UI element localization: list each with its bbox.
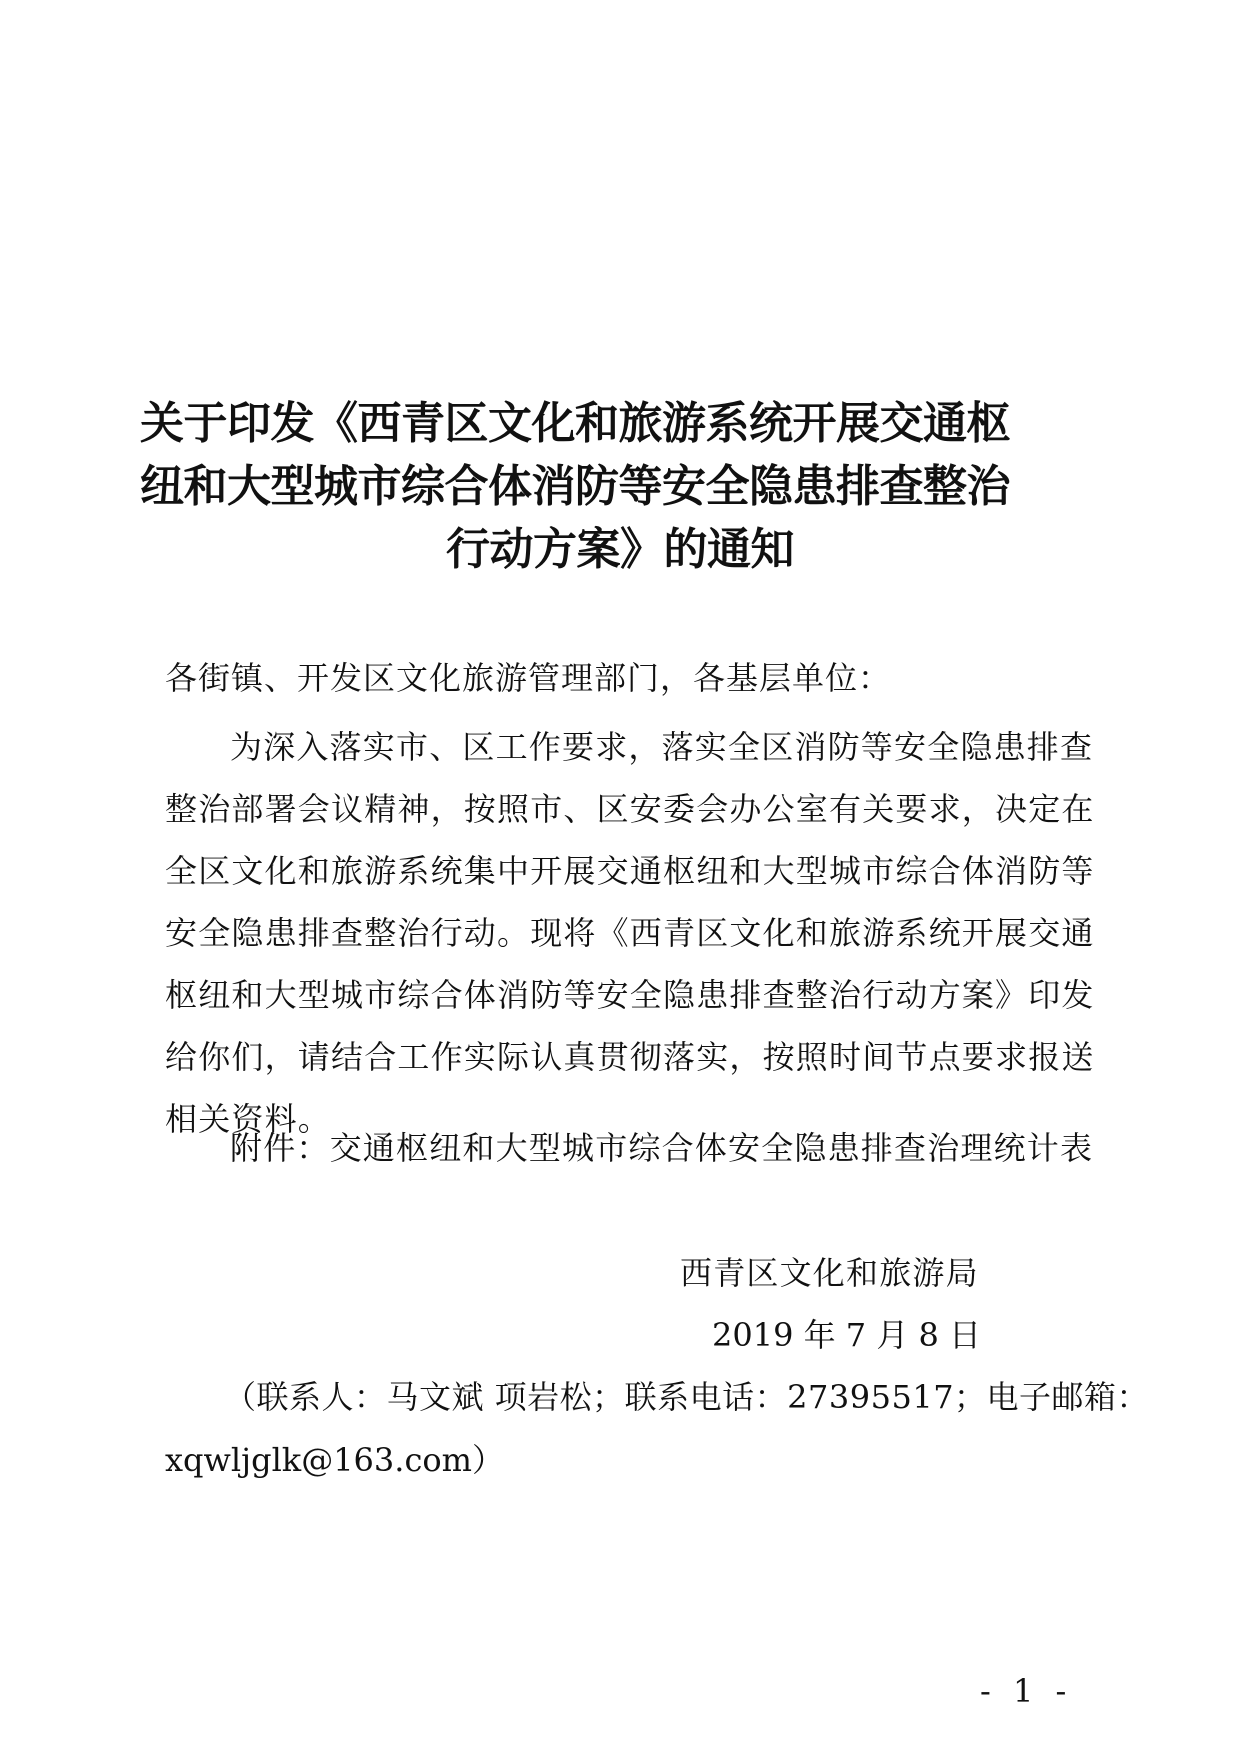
body-line: 枢纽和大型城市综合体消防等安全隐患排查整治行动方案》印发 (165, 976, 1095, 1014)
salutation: 各街镇、开发区文化旅游管理部门，各基层单位： (165, 659, 892, 697)
page-number: - 1 - (980, 1672, 1073, 1710)
body-line: 全区文化和旅游系统集中开展交通枢纽和大型城市综合体消防等 (165, 852, 1095, 890)
document-title (140, 392, 1100, 581)
issue-date: 2019 年 7 月 8 日 (712, 1316, 982, 1354)
body-paragraph (165, 716, 1095, 1150)
body-line: 给你们，请结合工作实际认真贯彻落实，按照时间节点要求报送 (165, 1038, 1095, 1076)
body-line: 整治部署会议精神，按照市、区安委会办公室有关要求，决定在 (165, 790, 1095, 828)
contact-info-line-2: xqwljglk@163.com） (165, 1441, 504, 1479)
issuer-name: 西青区文化和旅游局 (680, 1254, 979, 1292)
body-line: 相关资料。 (165, 1100, 332, 1138)
body-line: 安全隐患排查整治行动。现将《西青区文化和旅游系统开展交通 (165, 914, 1095, 952)
title-line-2: 纽和大型城市综合体消防等安全隐患排查整治 (140, 461, 1010, 512)
attachment-note: 附件：交通枢纽和大型城市综合体安全隐患排查治理统计表 (230, 1129, 1094, 1167)
title-line-1: 关于印发《西青区文化和旅游系统开展交通枢 (140, 398, 1010, 449)
contact-info-line-1: （联系人：马文斌 项岩松；联系电话：27395517；电子邮箱： (224, 1378, 1150, 1416)
body-line: 为深入落实市、区工作要求，落实全区消防等安全隐患排查 (230, 728, 1094, 766)
title-line-3: 行动方案》的通知 (446, 524, 794, 575)
